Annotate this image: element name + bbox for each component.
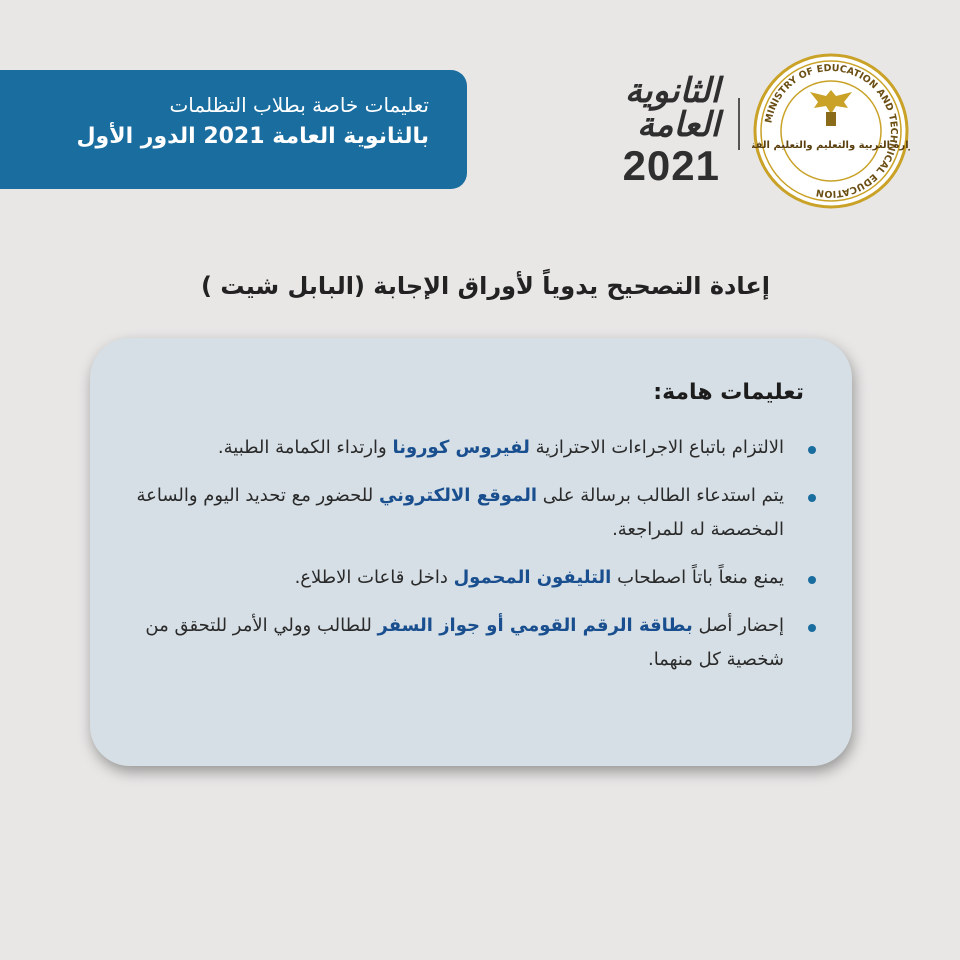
list-item: الالتزام باتباع الاجراءات الاحترازية لفيروس كورونا وارتداء الكمامة الطبية. [130,431,822,465]
logo-year: 2021 [622,142,720,189]
ministry-seal-logo [752,52,910,210]
seal-ring-text: MINISTRY OF EDUCATION AND TECHNICAL EDUCATION [763,62,900,200]
bullet-icon [808,494,816,502]
list-item: إحضار أصل بطاقة الرقم القومي أو جواز السفر للطالب وولي الأمر للتحقق من شخصية كل منهما. [130,609,822,677]
banner-line-2: بالثانوية العامة 2021 الدور الأول [76,124,429,149]
list-item: يمنع منعاً باتاً اصطحاب التليفون المحمول داخل قاعات الاطلاع. [130,561,822,595]
logo-divider [738,98,740,150]
list-item: يتم استدعاء الطالب برسالة على الموقع الالكتروني للحضور مع تحديد اليوم والساعة المخصصة له للمراجعة. [130,479,822,547]
card-title: تعليمات هامة: [653,380,804,405]
bullet-icon [808,624,816,632]
thanaweya-2021-logo [580,70,720,190]
instructions-list [130,431,822,677]
bullet-icon [808,446,816,454]
logo-script-text: الثانوية العامة [624,71,720,145]
seal-arabic-text: ارة التربية والتعليم والتعليم الف [755,140,909,151]
banner-line-1: تعليمات خاصة بطلاب التظلمات [169,93,429,117]
header-banner [0,70,467,189]
instructions-card [90,338,852,766]
page-headline: إعادة التصحيح يدوياً لأوراق الإجابة (البابل شيت ) [201,272,770,300]
bullet-icon [808,576,816,584]
